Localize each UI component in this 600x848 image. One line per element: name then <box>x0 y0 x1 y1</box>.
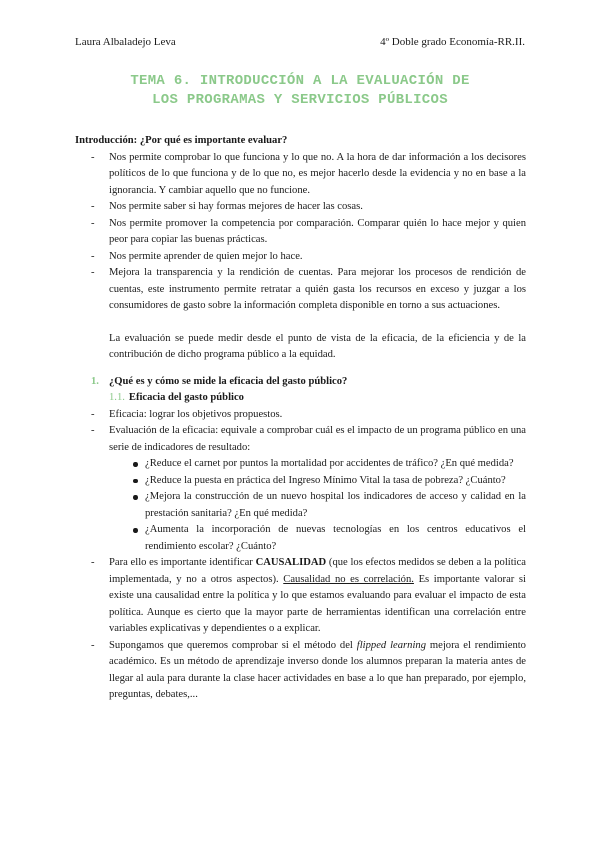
list-item <box>75 423 526 555</box>
course-name: 4º Doble grado Economía-RR.II. <box>380 36 525 48</box>
question-item: ¿Mejora la construcción de un nuevo hospital los indicadores de acceso y calidad en la prestación sanitaria? ¿En qué medida? <box>109 489 526 522</box>
intro-heading: Introducción: ¿Por qué es importante evaluar? <box>75 135 288 146</box>
list-item: - Nos permite comprobar lo que funciona y lo que no. A la hora de dar información a los decisores políticos de lo que funciona y de lo que no, es mejor hacerlo desde la evidencia y no en base a la ignorancia. Y cambiar aquello que no funcione. <box>75 150 526 200</box>
intro-paragraph: La evaluación se puede medir desde el punto de vista de la eficacia, de la eficiencia y de la contribución de dicho programa público a la equidad. <box>109 332 526 360</box>
section-number: 1. <box>91 375 99 387</box>
efficacy-list <box>75 407 526 704</box>
question-item: ¿Reduce el carnet por puntos la mortalidad por accidentes de tráfico? ¿En qué medida? <box>109 456 526 473</box>
title-line-1: TEMA 6. INTRODUCCIÓN A LA EVALUACIÓN DE <box>130 73 470 89</box>
title-line-2: LOS PROGRAMAS Y SERVICIOS PÚBLICOS <box>152 92 448 108</box>
question-list <box>109 456 526 555</box>
causality-item: - Para ello es importante identificar CAUSALIDAD (que los efectos medidos se deben a la política implementada, y no a otros aspectos). Causalidad no es correlación. Es importante valorar si existe una causalidad entre la política y lo que estamos evaluando para evaluar el impacto de esta política. Aunque es cierto que la mayor parte de herramientas identifican una correlación entre variables explicativas y dependientes o a explicar. <box>75 555 526 638</box>
section-title: ¿Qué es y cómo se mide la eficacia del gasto público? <box>109 375 348 387</box>
subsection-number: 1.1. <box>109 392 125 403</box>
subsection-1-1-heading <box>75 390 526 407</box>
intro-list <box>75 150 526 315</box>
list-item: - Eficacia: lograr los objetivos propuestos. <box>75 407 526 424</box>
question-item: ¿Reduce la puesta en práctica del Ingreso Mínimo Vital la tasa de pobreza? ¿Cuánto? <box>109 473 526 490</box>
section-1-heading <box>75 374 526 391</box>
list-item: - Mejora la transparencia y la rendición de cuentas. Para mejorar los procesos de rendición de cuentas, este instrumento permite retratar a quién gasta los recursos en exceso y juzgar a los consumidores de gasto sobre la información completa disponible en torno a sus actuaciones. <box>75 265 526 315</box>
list-item: - Nos permite promover la competencia por comparación. Comparar quién lo hace mejor y quien peor para copiar las buenas prácticas. <box>75 216 526 249</box>
flipped-italic: flipped learning <box>356 639 427 651</box>
document-body <box>75 133 526 704</box>
causality-underlined: Causalidad no es correlación. <box>283 573 414 585</box>
flipped-item: - Supongamos que queremos comprobar si el método del flipped learning mejora el rendimiento académico. Es un método de aprendizaje inverso donde los alumnos preparan la materia antes de llegar al aula para durante la clase hacer actividades en base a lo que han preparado, por ejemplo, preguntas, debates,... <box>75 638 526 704</box>
page-header <box>75 36 525 48</box>
document-title <box>75 72 525 110</box>
list-item: - Nos permite aprender de quien mejor lo hace. <box>75 249 526 266</box>
subsection-title: Eficacia del gasto público <box>128 392 244 403</box>
author-name: Laura Albaladejo Leva <box>75 36 176 48</box>
list-item-text: Evaluación de la eficacia: equivale a comprobar cuál es el impacto de un programa público en una serie de indicadores de resultado: <box>109 425 526 453</box>
question-item: ¿Aumenta la incorporación de nuevas tecnologías en los centros educativos el rendimiento escolar? ¿Cuánto? <box>109 522 526 555</box>
causality-bold: CAUSALIDAD <box>255 557 327 568</box>
list-item: - Nos permite saber si hay formas mejores de hacer las cosas. <box>75 199 526 216</box>
